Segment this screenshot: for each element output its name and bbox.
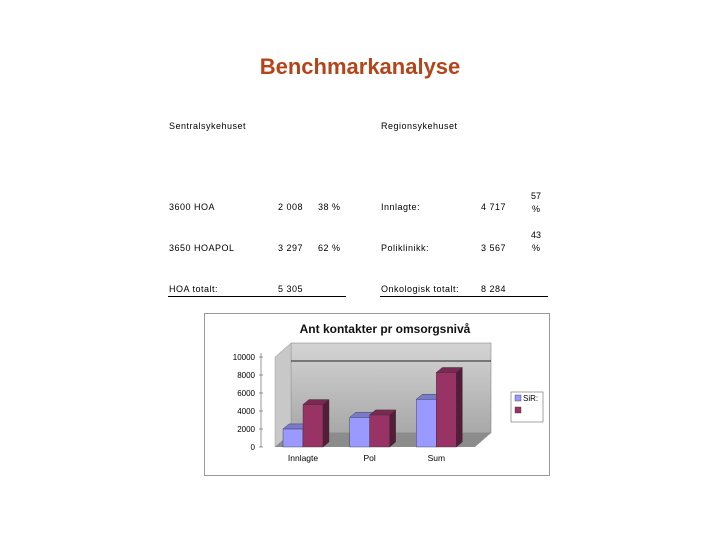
row-right-label: Innlagte: bbox=[381, 202, 421, 212]
legend-swatch bbox=[515, 395, 521, 401]
row-right-percent-number: 43 bbox=[530, 230, 541, 240]
table-divider-left bbox=[168, 296, 346, 297]
row-value: 2 008 bbox=[278, 202, 304, 212]
bar-front bbox=[350, 417, 370, 447]
row-label: HOA totalt: bbox=[169, 284, 219, 294]
x-tick-label: Pol bbox=[363, 453, 376, 463]
row-right-percent-sign: % bbox=[531, 204, 540, 214]
y-tick-label: 10000 bbox=[232, 353, 255, 362]
x-tick-label: Innlagte bbox=[287, 453, 319, 463]
row-value: 5 305 bbox=[278, 284, 304, 294]
legend-swatch bbox=[515, 407, 521, 413]
legend-label: SiR: bbox=[523, 394, 539, 403]
page-title: Benchmarkanalyse bbox=[259, 54, 461, 79]
row-value: 3 297 bbox=[278, 243, 304, 253]
chart-bar bbox=[303, 400, 329, 447]
row-right-label: Poliklinikk: bbox=[381, 243, 430, 253]
row-percent: 62 % bbox=[318, 243, 341, 253]
bar-side bbox=[390, 410, 396, 447]
y-tick-label: 6000 bbox=[237, 389, 255, 398]
chart-bar bbox=[436, 367, 462, 447]
bar-front bbox=[416, 399, 436, 447]
y-tick-label: 0 bbox=[250, 443, 255, 452]
y-tick-label: 2000 bbox=[237, 425, 255, 434]
bar-front bbox=[370, 415, 390, 447]
table-divider-right bbox=[380, 296, 548, 297]
bar-chart bbox=[205, 314, 549, 475]
y-tick-label: 8000 bbox=[237, 371, 255, 380]
bar-front bbox=[303, 405, 323, 447]
row-label: 3600 HOA bbox=[169, 202, 216, 212]
left-table-header: Sentralsykehuset bbox=[169, 121, 247, 131]
bar-side bbox=[323, 400, 329, 447]
bar-front bbox=[436, 372, 456, 447]
chart-frame bbox=[204, 313, 550, 476]
row-percent: 38 % bbox=[318, 202, 341, 212]
chart-title: Ant kontakter pr omsorgsnivå bbox=[299, 322, 471, 336]
row-right-label: Onkologisk totalt: bbox=[381, 284, 460, 294]
row-right-value: 4 717 bbox=[481, 202, 507, 212]
row-right-percent-sign: % bbox=[531, 243, 540, 253]
x-tick-label: Sum bbox=[427, 453, 446, 463]
y-tick-label: 4000 bbox=[237, 407, 255, 416]
row-label: 3650 HOAPOL bbox=[169, 243, 235, 253]
bar-front bbox=[283, 429, 303, 447]
bar-side bbox=[456, 367, 462, 447]
row-right-value: 3 567 bbox=[481, 243, 507, 253]
right-table-header: Regionsykehuset bbox=[381, 121, 458, 131]
row-right-value: 8 284 bbox=[481, 284, 507, 294]
row-right-percent-number: 57 bbox=[530, 191, 541, 201]
chart-bar bbox=[370, 410, 396, 447]
